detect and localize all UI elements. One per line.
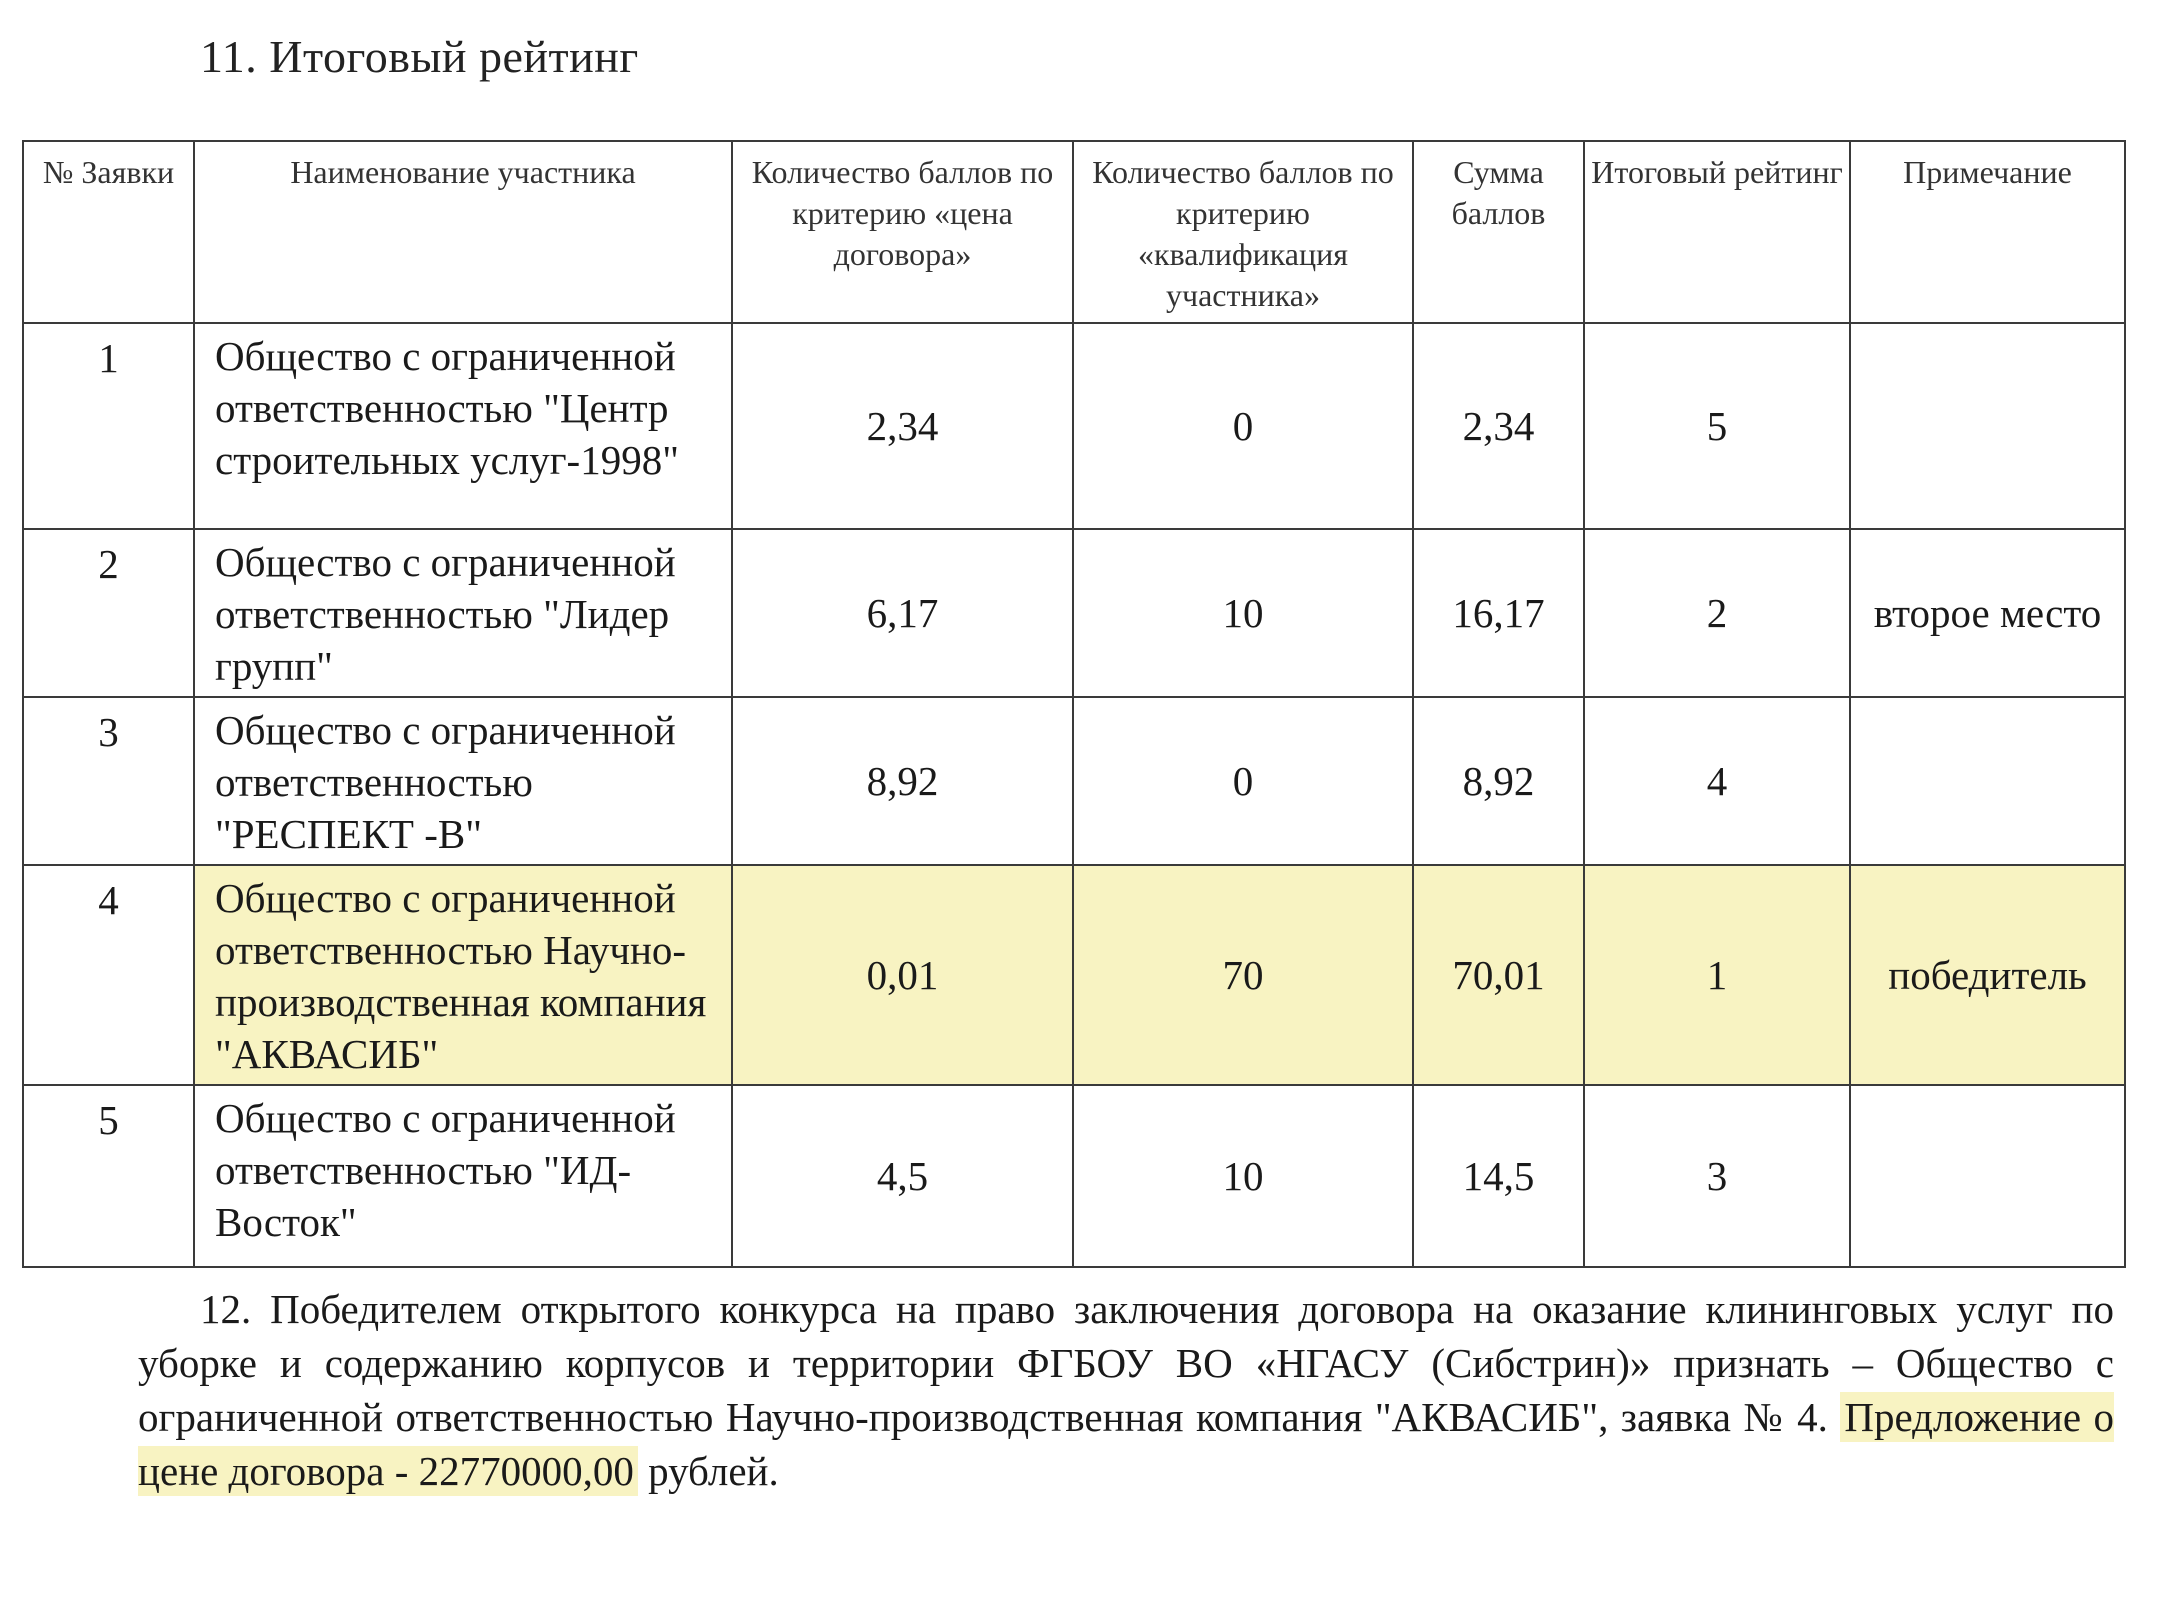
header-price-score: Количество баллов по критерию «цена договора» xyxy=(732,141,1073,323)
header-final-rank: Итоговый рейтинг xyxy=(1584,141,1850,323)
winner-statement: 12. Победителем открытого конкурса на право заключения договора на оказание клининговых услуг по уборке и содержанию корпусов и территории ФГБОУ ВО «НГАСУ (Сибстрин)» признать – Общество с ограниченной ответственностью Научно-производственная компания "АКВАСИБ", заявка № 4. xyxy=(138,1286,2114,1440)
table-row-winner xyxy=(23,865,2125,1085)
final-rank: 5 xyxy=(1584,323,1850,529)
total-score: 16,17 xyxy=(1413,529,1584,697)
currency-label: рублей. xyxy=(648,1448,779,1494)
participant-name: Общество с ограниченной ответственностью "Центр строительных услуг-1998" xyxy=(194,323,732,529)
section-11-title: 11. Итоговый рейтинг xyxy=(200,31,639,82)
section-12-paragraph xyxy=(138,1282,2114,1498)
note-winner: победитель xyxy=(1850,865,2125,1085)
application-number: 2 xyxy=(23,529,194,697)
table-row xyxy=(23,697,2125,865)
qualification-score: 0 xyxy=(1073,697,1413,865)
header-qualification-score: Количество баллов по критерию «квалификация участника» xyxy=(1073,141,1413,323)
header-total-score: Сумма баллов xyxy=(1413,141,1584,323)
table-row xyxy=(23,323,2125,529)
application-number: 5 xyxy=(23,1085,194,1267)
final-rating-table xyxy=(22,140,2126,1268)
price-score: 6,17 xyxy=(732,529,1073,697)
total-score: 70,01 xyxy=(1413,865,1584,1085)
header-application-number: № Заявки xyxy=(23,141,194,323)
qualification-score: 10 xyxy=(1073,529,1413,697)
note xyxy=(1850,1085,2125,1267)
table-row xyxy=(23,1085,2125,1267)
qualification-score: 0 xyxy=(1073,323,1413,529)
application-number: 3 xyxy=(23,697,194,865)
note xyxy=(1850,697,2125,865)
final-rank: 2 xyxy=(1584,529,1850,697)
price-score: 8,92 xyxy=(732,697,1073,865)
note xyxy=(1850,323,2125,529)
header-note: Примечание xyxy=(1850,141,2125,323)
participant-name: Общество с ограниченной ответственностью Научно-производственная компания "АКВАСИБ" xyxy=(194,865,732,1085)
table-header-row xyxy=(23,141,2125,323)
participant-name: Общество с ограниченной ответственностью "Лидер групп" xyxy=(194,529,732,697)
header-participant-name: Наименование участника xyxy=(194,141,732,323)
price-score: 4,5 xyxy=(732,1085,1073,1267)
final-rank: 3 xyxy=(1584,1085,1850,1267)
note-second-place: второе место xyxy=(1850,529,2125,697)
contract-price-offer: Предложение о цене договора - 22770000,00 xyxy=(138,1394,2114,1494)
price-score: 0,01 xyxy=(732,865,1073,1085)
application-number: 1 xyxy=(23,323,194,529)
total-score: 2,34 xyxy=(1413,323,1584,529)
total-score: 14,5 xyxy=(1413,1085,1584,1267)
price-score: 2,34 xyxy=(732,323,1073,529)
qualification-score: 70 xyxy=(1073,865,1413,1085)
final-rank: 4 xyxy=(1584,697,1850,865)
table-row xyxy=(23,529,2125,697)
qualification-score: 10 xyxy=(1073,1085,1413,1267)
total-score: 8,92 xyxy=(1413,697,1584,865)
application-number: 4 xyxy=(23,865,194,1085)
participant-name: Общество с ограниченной ответственностью "ИД-Восток" xyxy=(194,1085,732,1267)
final-rank: 1 xyxy=(1584,865,1850,1085)
participant-name: Общество с ограниченной ответственностью "РЕСПЕКТ -В" xyxy=(194,697,732,865)
